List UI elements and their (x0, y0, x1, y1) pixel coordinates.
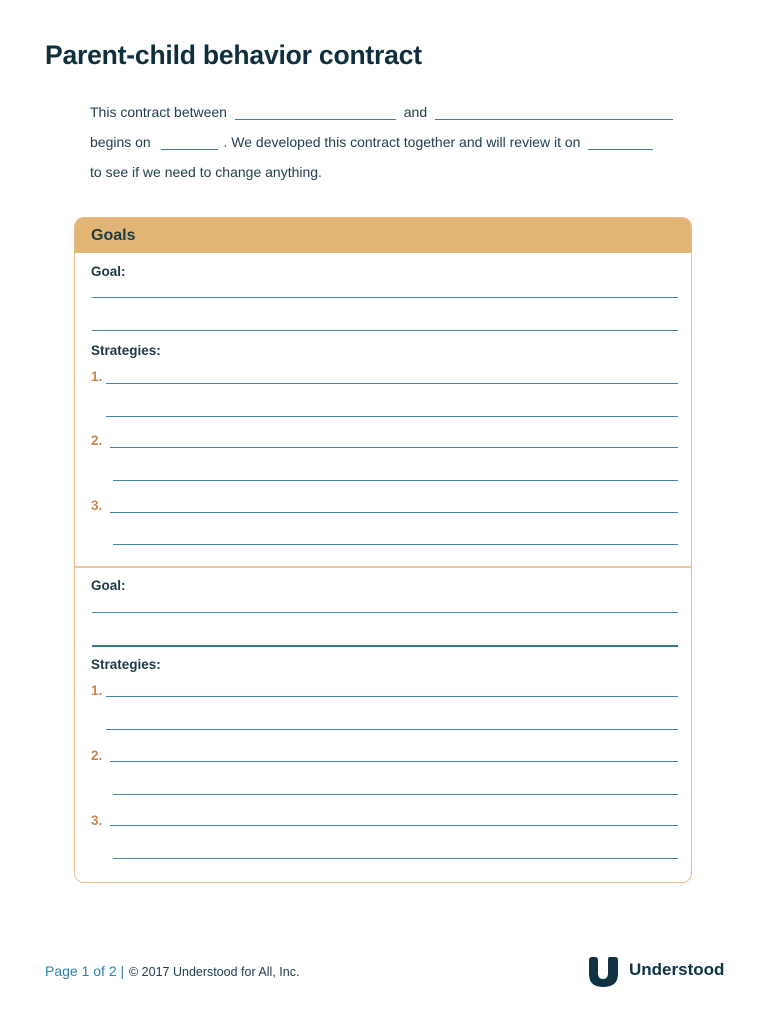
page-title: Parent-child behavior contract (45, 40, 422, 70)
understood-logo-icon (586, 954, 622, 990)
strategy-1-2-line-1[interactable] (110, 447, 678, 448)
footer-page-number: Page 1 of 2 | (45, 963, 125, 979)
goal-1-line-1[interactable] (92, 297, 678, 298)
strategy-2-3-number: 3. (91, 813, 103, 828)
strategy-2-1-line-1[interactable] (106, 696, 678, 697)
understood-logo (586, 954, 726, 990)
strategy-1-1-line-2[interactable] (106, 416, 678, 417)
intro-text-begins: begins on (90, 134, 151, 150)
intro-text-review: . We developed this contract together and will review it on (223, 134, 581, 150)
strategy-2-2-line-1[interactable] (110, 761, 678, 762)
strategy-2-2-number: 2. (91, 748, 103, 763)
footer-copyright: © 2017 Understood for All, Inc. (129, 965, 300, 979)
strategy-1-3-number: 3. (91, 498, 103, 513)
strategy-1-1-line-1[interactable] (106, 383, 678, 384)
intro-text-and: and (403, 104, 428, 120)
goals-card-header (75, 218, 691, 253)
goal-label-2: Goal: (91, 578, 126, 593)
understood-logo-text: Understood (629, 960, 725, 979)
strategy-2-2-line-2[interactable] (113, 794, 678, 795)
goal-1-line-2[interactable] (92, 330, 678, 331)
goal-2-line-2[interactable] (92, 645, 678, 647)
strategy-2-1-line-2[interactable] (106, 729, 678, 730)
strategy-2-3-line-2[interactable] (113, 858, 678, 859)
strategies-label-1: Strategies: (91, 343, 161, 358)
strategy-2-3-line-1[interactable] (110, 825, 678, 826)
start-date-blank[interactable] (161, 149, 218, 150)
intro-line-1 (90, 103, 690, 121)
intro-line-2 (90, 133, 690, 151)
strategy-1-1-number: 1. (91, 369, 103, 384)
review-date-blank[interactable] (588, 149, 653, 150)
party-one-blank[interactable] (235, 119, 396, 120)
goals-card (74, 217, 692, 883)
intro-text-change: to see if we need to change anything. (90, 164, 322, 180)
intro-text-between: This contract between (90, 104, 227, 120)
strategies-label-2: Strategies: (91, 657, 161, 672)
strategy-2-1-number: 1. (91, 683, 103, 698)
strategy-1-2-number: 2. (91, 433, 103, 448)
strategy-1-2-line-2[interactable] (113, 480, 678, 481)
section-divider (75, 566, 691, 568)
strategy-1-3-line-2[interactable] (113, 544, 678, 545)
goals-card-title: Goals (91, 227, 136, 244)
strategy-1-3-line-1[interactable] (110, 512, 678, 513)
goal-label-1: Goal: (91, 264, 126, 279)
intro-line-3 (90, 163, 690, 181)
goal-2-line-1[interactable] (92, 612, 678, 613)
party-two-blank[interactable] (435, 119, 673, 120)
